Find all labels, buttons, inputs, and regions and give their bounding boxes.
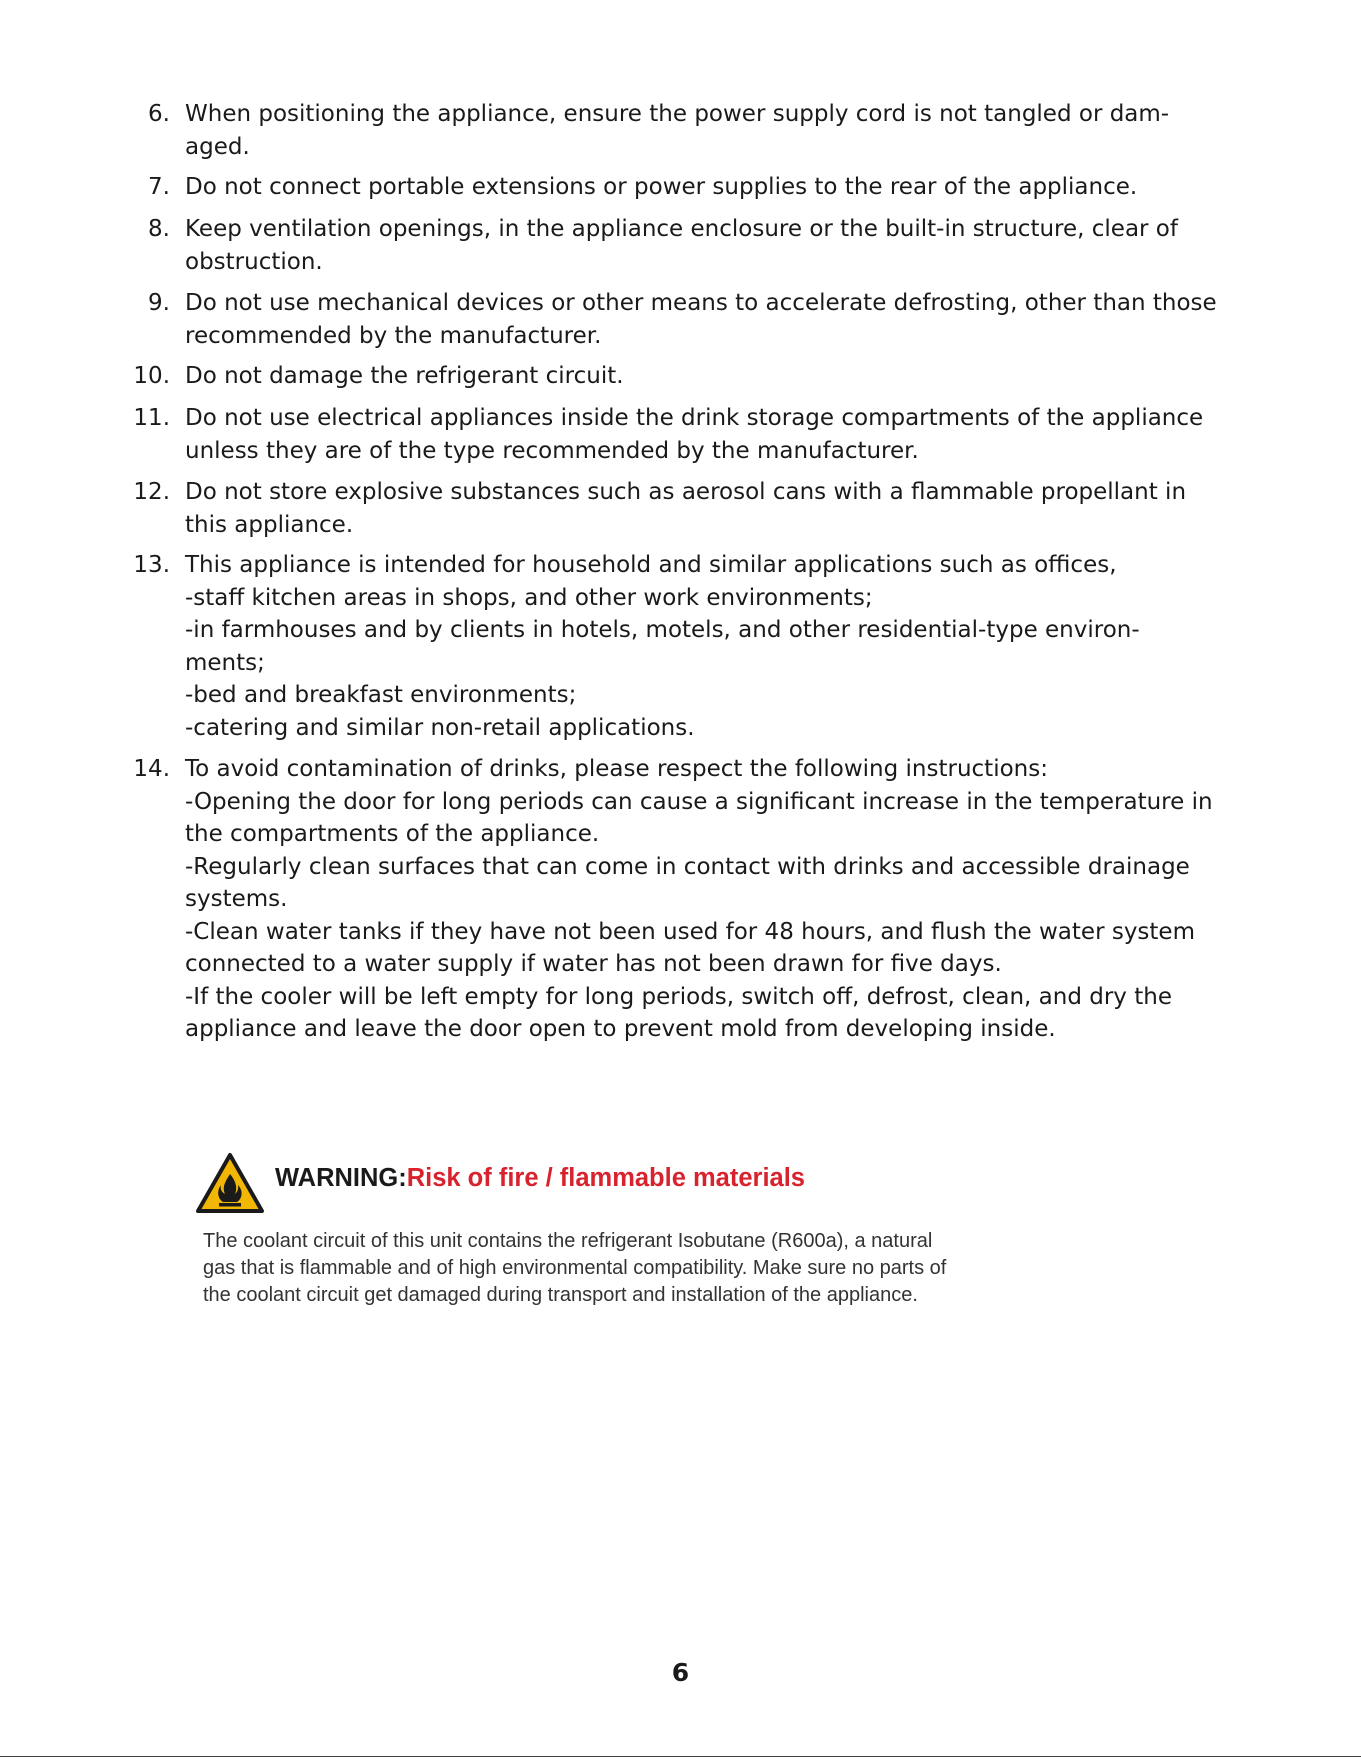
- item-text-line: -staff kitchen areas in shops, and other work environments;: [185, 584, 873, 611]
- item-text-line: the compartments of the appliance.: [185, 821, 600, 847]
- item-text-line: -bed and breakfast environments;: [185, 682, 577, 708]
- item-text-line: -catering and similar non-retail applications.: [185, 714, 695, 741]
- item-text-line: appliance and leave the door open to prevent mold from developing inside.: [185, 1016, 1056, 1042]
- item-text-line: unless they are of the type recommended by the manufacturer.: [185, 437, 919, 464]
- item-text-line: systems.: [185, 886, 288, 912]
- item-text-line: ments;: [185, 649, 265, 676]
- item-number: 6.: [148, 101, 170, 127]
- bottom-divider: [0, 1756, 1361, 1757]
- flammable-warning-icon: [195, 1152, 265, 1214]
- item-text-line: -Regularly clean surfaces that can come in contact with drinks and accessible drainage: [185, 853, 1190, 880]
- item-number: 13.: [133, 552, 170, 578]
- item-text-line: Do not connect portable extensions or power supplies to the rear of the appliance.: [185, 174, 1138, 200]
- item-text-line: -Opening the door for long periods can cause a significant increase in the temperature in: [185, 788, 1213, 815]
- item-text-line: Do not damage the refrigerant circuit.: [185, 363, 624, 389]
- warning-risk-text: Risk of fire / flammable materials: [406, 1164, 805, 1192]
- item-number: 8.: [148, 216, 170, 242]
- item-text-line: aged.: [185, 133, 250, 160]
- item-text-line: -Clean water tanks if they have not been used for 48 hours, and flush the water system: [185, 918, 1195, 945]
- item-text-line: This appliance is intended for household and similar applications such as offices,: [185, 552, 1117, 578]
- item-text-line: Do not store explosive substances such as aerosol cans with a flammable propellant in: [185, 479, 1187, 505]
- warning-title: [275, 1164, 805, 1193]
- warning-header: [195, 1152, 1015, 1214]
- item-text-line: recommended by the manufacturer.: [185, 322, 602, 349]
- warning-line: the coolant circuit get damaged during transport and installation of the appliance.: [203, 1284, 918, 1306]
- item-number: 7.: [148, 174, 170, 200]
- item-text-line: -in farmhouses and by clients in hotels, motels, and other residential-type environ-: [185, 617, 1140, 643]
- item-number: 12.: [133, 479, 170, 505]
- item-text-line: connected to a water supply if water has not been drawn for five days.: [185, 951, 1002, 977]
- warning-line: gas that is flammable and of high environmental compatibility. Make sure no parts of: [203, 1257, 947, 1279]
- item-text-line: -If the cooler will be left empty for long periods, switch off, defrost, clean, and dry the: [185, 983, 1172, 1010]
- warning-line: The coolant circuit of this unit contains the refrigerant Isobutane (R600a), a natural: [203, 1230, 933, 1252]
- warning-body: [203, 1228, 1003, 1309]
- warning-label: WARNING:: [275, 1164, 407, 1192]
- item-text-line: When positioning the appliance, ensure the power supply cord is not tangled or dam-: [185, 101, 1170, 127]
- item-text-line: this appliance.: [185, 511, 354, 538]
- item-text-line: Keep ventilation openings, in the appliance enclosure or the built-in structure, clear of: [185, 216, 1178, 242]
- item-text-line: Do not use mechanical devices or other means to accelerate defrosting, other than those: [185, 290, 1217, 316]
- item-number: 9.: [148, 290, 170, 316]
- item-text-line: To avoid contamination of drinks, please respect the following instructions:: [185, 756, 1048, 782]
- item-number: 14.: [133, 756, 170, 782]
- item-text-line: obstruction.: [185, 248, 323, 275]
- item-text-line: Do not use electrical appliances inside the drink storage compartments of the appliance: [185, 405, 1204, 431]
- page-number: 6: [671, 1658, 690, 1687]
- item-number: 11.: [133, 405, 170, 431]
- item-number: 10.: [133, 363, 170, 389]
